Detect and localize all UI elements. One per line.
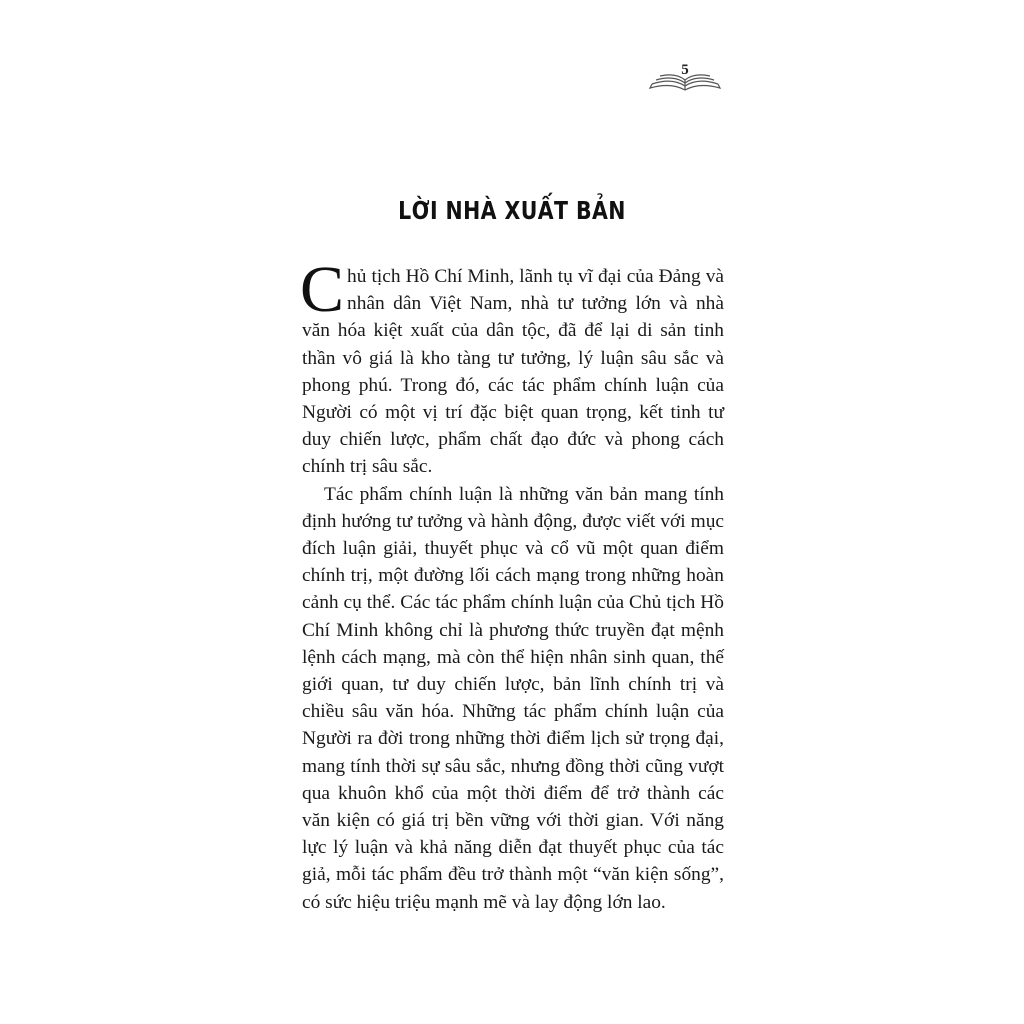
paragraph-2: Tác phẩm chính luận là những văn bản mang tính định hướng tư tưởng và hành động, được viết với mục đích luận giải, thuyết phục và cổ vũ một quan điểm chính trị, một đường lối cách mạng trong những hoàn cảnh cụ thể. Các tác phẩm chính luận của Chủ tịch Hồ Chí Minh không chỉ là phương thức truyền đạt mệnh lệnh cách mạng, mà còn thể hiện nhân sinh quan, thế giới quan, tư duy chiến lược, bản lĩnh chính trị và chiều sâu văn hóa. Những tác phẩm chính luận của Người ra đời trong những thời điểm lịch sử trọng đại, mang tính thời sự sâu sắc, nhưng đồng thời cũng vượt qua khuôn khổ của một thời điểm để trở thành các văn kiện có giá trị bền vững với thời gian. Với năng lực lý luận và khả năng diễn đạt thuyết phục của tác giả, mỗi tác phẩm đều trở thành một “văn kiện sống”, có sức hiệu triệu mạnh mẽ và lay động lớn lao. [302,483,724,913]
paragraph-1-text: hủ tịch Hồ Chí Minh, lãnh tụ vĩ đại của Đảng và nhân dân Việt Nam, nhà tư tưởng lớn và nhà văn hóa kiệt xuất của dân tộc, đã để lại di sản tinh thần vô giá là kho tàng tư tưởng, lý luận sâu sắc và phong phú. Trong đó, các tác phẩm chính luận của Người có một vị trí đặc biệt quan trọng, kết tinh tư duy chiến lược, phẩm chất đạo đức và phong cách chính trị sâu sắc. [302,266,724,478]
page-number-badge [648,56,722,96]
page-number: 5 [681,62,689,78]
paragraph-1 [300,253,724,481]
body-text [300,253,724,916]
chapter-title: LỜI NHÀ XUẤT BẢN [398,196,626,225]
drop-cap: C [300,253,345,326]
